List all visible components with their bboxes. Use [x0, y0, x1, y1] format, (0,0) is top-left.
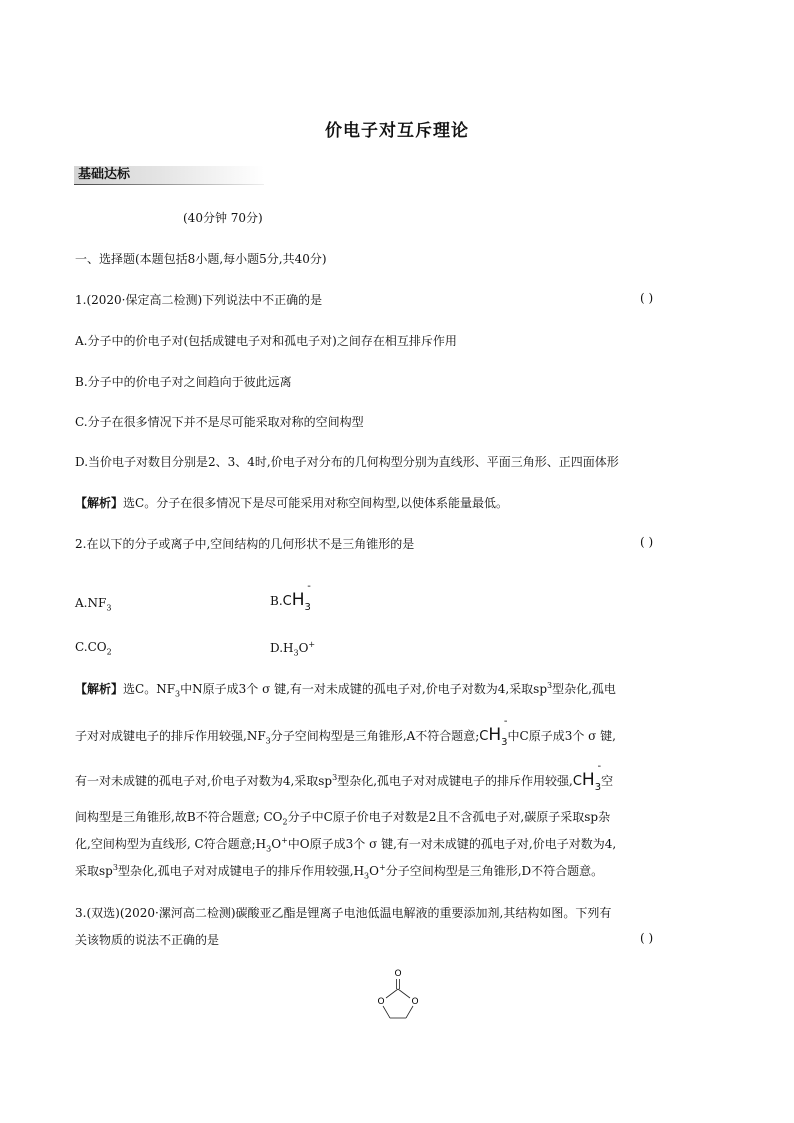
- q1-stem: 1.(2020·保定高二检测)下列说法中不正确的是: [75, 293, 323, 307]
- ion-h: H: [581, 770, 595, 790]
- atom-o-ring-right: O: [411, 997, 419, 1007]
- text: 分子空间构型是三角锥形,D不符合题意。: [385, 864, 604, 878]
- q2-option-b: [270, 581, 311, 613]
- atom-o-ring-left: O: [377, 997, 385, 1007]
- q2-stem: 2.在以下的分子或离子中,空间结构的几何形状不是三角锥形的是: [75, 537, 415, 551]
- q2-option-d: [270, 640, 315, 657]
- q2-analysis-line-1: [75, 680, 616, 698]
- q2-option-c-sub: 2: [106, 647, 112, 657]
- text: 型杂化,孤电子对对成键电子的排斥作用较强,H: [117, 864, 365, 878]
- q1-analysis-tag: 【解析】: [75, 496, 124, 510]
- q2-analysis-line-6: [75, 862, 603, 880]
- text: 中N原子成3个 σ 键,有一对未成键的孤电子对,价电子对数为4,采取sp: [180, 682, 548, 696]
- part-heading: 一、选择题(本题包括8小题,每小题5分,共40分): [75, 252, 327, 266]
- text: O: [369, 864, 379, 878]
- q2-option-d-text: D.H: [270, 641, 294, 655]
- sub: 3: [175, 689, 181, 699]
- text: 选C。NF: [123, 682, 176, 696]
- text: 有一对未成键的孤电子对,价电子对数为4,采取sp: [75, 774, 333, 788]
- q1-option-c: C.分子在很多情况下并不是尽可能采取对称的空间构型: [75, 415, 364, 429]
- page-title: 价电子对互斥理论: [325, 121, 469, 141]
- q2-option-c-text: C.CO: [75, 640, 107, 654]
- q1-option-a: A.分子中的价电子对(包括成键电子对和孤电子对)之间存在相互排斥作用: [75, 334, 457, 348]
- sup: +: [281, 836, 288, 845]
- q2-option-c: [75, 640, 112, 656]
- text: 分子空间构型是三角锥形,A不符合题意;: [270, 729, 480, 743]
- text: 中C原子成3个 σ 键,: [507, 729, 616, 743]
- q1-option-d: D.当价电子对数目分别是2、3、4时,价电子对分布的几何构型分别为直线形、平面三角形、正四面体形: [75, 455, 619, 469]
- bond-o-ch2-right: [406, 1006, 413, 1018]
- section-tag: [74, 166, 264, 184]
- text: 采取sp: [75, 864, 113, 878]
- q1-option-b: B.分子中的价电子对之间趋向于彼此远离: [75, 375, 292, 389]
- q2-option-d-tail: O: [298, 641, 309, 655]
- atom-o-carbonyl: O: [394, 969, 402, 979]
- text: O: [271, 837, 282, 851]
- bond-c-o-left: [386, 989, 398, 998]
- ion-h: H: [488, 725, 502, 745]
- q1-analysis: [75, 494, 508, 511]
- ion-c: C: [282, 594, 292, 609]
- ion-c: C: [479, 729, 489, 744]
- ion-charge: -: [597, 761, 602, 772]
- q2-option-d-sup: +: [308, 640, 316, 649]
- sup: 3: [332, 773, 338, 782]
- q2-answer-bracket: ( ): [640, 535, 654, 549]
- q2-option-a-text: A.NF: [75, 596, 107, 610]
- q2-analysis-line-5: [75, 835, 616, 853]
- ion-c: C: [572, 774, 582, 789]
- q3-answer-bracket: ( ): [640, 931, 654, 945]
- q2-analysis-line-2: [75, 716, 616, 748]
- ion-h: H: [291, 590, 305, 610]
- time-score: (40分钟 70分): [183, 211, 263, 225]
- q2-analysis-line-3: [75, 761, 614, 793]
- text: 分子中C原子价电子对数是2且不含孤电子对,碳原子采取sp杂: [287, 810, 611, 824]
- q2-option-d-sub: 3: [293, 648, 299, 658]
- sup: 3: [112, 863, 118, 872]
- ion-sub: 3: [501, 737, 508, 748]
- ch3-ion-inline: [572, 761, 602, 793]
- q3-stem-line-2: 关该物质的说法不正确的是: [75, 933, 220, 947]
- text: 型杂化,孤电: [552, 682, 616, 696]
- section-divider: [74, 184, 264, 185]
- ion-sub: 3: [304, 602, 311, 613]
- ion-charge: -: [503, 716, 508, 727]
- q2-option-a: [75, 596, 111, 612]
- sup: +: [378, 863, 386, 872]
- text: 间构型是三角锥形,故B不符合题意; CO: [75, 810, 283, 824]
- text: 空: [601, 774, 614, 788]
- section-label: 基础达标: [78, 167, 131, 182]
- text: 型杂化,孤电子对对成键电子的排斥作用较强,: [337, 774, 573, 788]
- ethylene-carbonate-structure: [370, 964, 426, 1024]
- text: 中O原子成3个 σ 键,有一对未成键的孤电子对,价电子对数为4,: [287, 837, 617, 851]
- q2-analysis-tag: 【解析】: [75, 682, 124, 696]
- bond-c-o-right: [398, 989, 410, 998]
- sub: 2: [282, 817, 288, 827]
- bond-o-ch2-left: [383, 1006, 390, 1018]
- q1-answer-bracket: ( ): [640, 291, 654, 305]
- q3-stem-line-1: 3.(双选)(2020·漯河高二检测)碳酸亚乙酯是锂离子电池低温电解液的重要添加剂,其结构如图。下列有: [75, 906, 612, 920]
- q1-analysis-text: 选C。分子在很多情况下是尽可能采用对称空间构型,以使体系能量最低。: [123, 496, 509, 510]
- sup: 3: [547, 681, 553, 690]
- ion-sub: 3: [594, 782, 602, 793]
- q2-option-b-prefix: B.: [270, 594, 283, 608]
- q2-analysis-line-4: [75, 808, 610, 826]
- text: 化,空间构型为直线形, C符合题意;H: [75, 837, 267, 851]
- q2-option-a-sub: 3: [106, 603, 112, 613]
- ch3-ion-inline: [479, 716, 508, 748]
- ion-charge: -: [307, 581, 311, 592]
- sub: 3: [265, 736, 271, 746]
- sub: 3: [364, 871, 370, 881]
- text: 子对对成键电子的排斥作用较强,NF: [75, 729, 266, 743]
- sub: 3: [266, 844, 272, 854]
- ch3-ion: [282, 581, 311, 613]
